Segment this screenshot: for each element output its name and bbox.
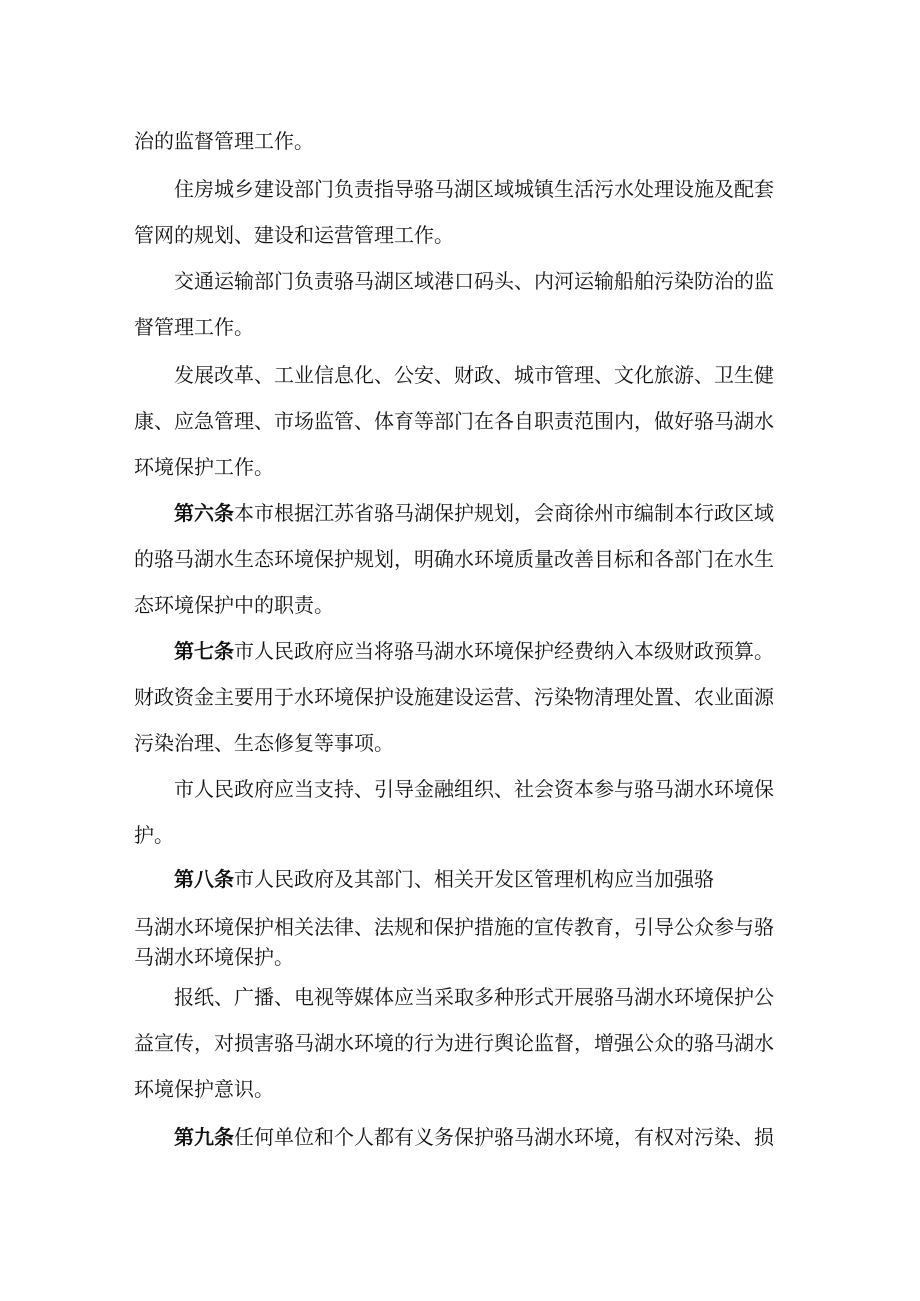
paragraph-9-line-2: 益宣传，对损害骆马湖水环境的行为进行舆论监督，增强公众的骆马湖水 [134,1031,774,1055]
article-6-text: 本市根据江苏省骆马湖保护规划，会商徐州市编制本行政区域 [234,501,774,525]
paragraph-2-line-1: 住房城乡建设部门负责指导骆马湖区域城镇生活污水处理设施及配套 [174,177,774,201]
article-9-heading: 第九条 [174,1125,234,1149]
paragraph-4-line-3: 环境保护工作。 [134,455,274,479]
article-6-line-3: 态环境保护中的职责。 [134,593,334,617]
paragraph-1-line-1: 治的监督管理工作。 [134,129,314,153]
article-8-line-2: 马湖水环境保护相关法律、法规和保护措施的宣传教育，引导公众参与骆 [134,915,774,939]
article-7-text: 市人民政府应当将骆马湖水环境保护经费纳入本级财政预算。 [234,639,774,663]
article-6-line-1 [174,500,774,526]
paragraph-3-line-2: 督管理工作。 [134,315,254,339]
article-9-text: 任何单位和个人都有义务保护骆马湖水环境，有权对污染、损 [234,1125,774,1149]
paragraph-7-line-2: 护。 [134,823,174,847]
article-7-heading: 第七条 [174,639,234,663]
article-8-line-1 [174,866,714,892]
article-6-line-2: 的骆马湖水生态环境保护规划，明确水环境质量改善目标和各部门在水生 [134,547,774,571]
paragraph-4-line-2: 康、应急管理、市场监管、体育等部门在各自职责范围内，做好骆马湖水 [134,409,774,433]
paragraph-9-line-1: 报纸、广播、电视等媒体应当采取多种形式开展骆马湖水环境保护公 [174,985,774,1009]
article-8-text: 市人民政府及其部门、相关开发区管理机构应当加强骆 [234,867,714,891]
article-6-heading: 第六条 [174,501,234,525]
paragraph-3-line-1: 交通运输部门负责骆马湖区域港口码头、内河运输船舶污染防治的监 [174,269,774,293]
paragraph-4-line-1: 发展改革、工业信息化、公安、财政、城市管理、文化旅游、卫生健 [174,363,774,387]
article-7-line-1 [174,638,774,664]
article-8-line-3: 马湖水环境保护。 [134,945,294,969]
article-8-heading: 第八条 [174,867,234,891]
paragraph-9-line-3: 环境保护意识。 [134,1077,274,1101]
article-9-line-1 [174,1124,774,1150]
paragraph-2-line-2: 管网的规划、建设和运营管理工作。 [134,223,454,247]
article-7-line-3: 污染治理、生态修复等事项。 [134,731,394,755]
paragraph-7-line-1: 市人民政府应当支持、引导金融组织、社会资本参与骆马湖水环境保 [174,777,774,801]
article-7-line-2: 财政资金主要用于水环境保护设施建设运营、污染物清理处置、农业面源 [134,685,774,709]
